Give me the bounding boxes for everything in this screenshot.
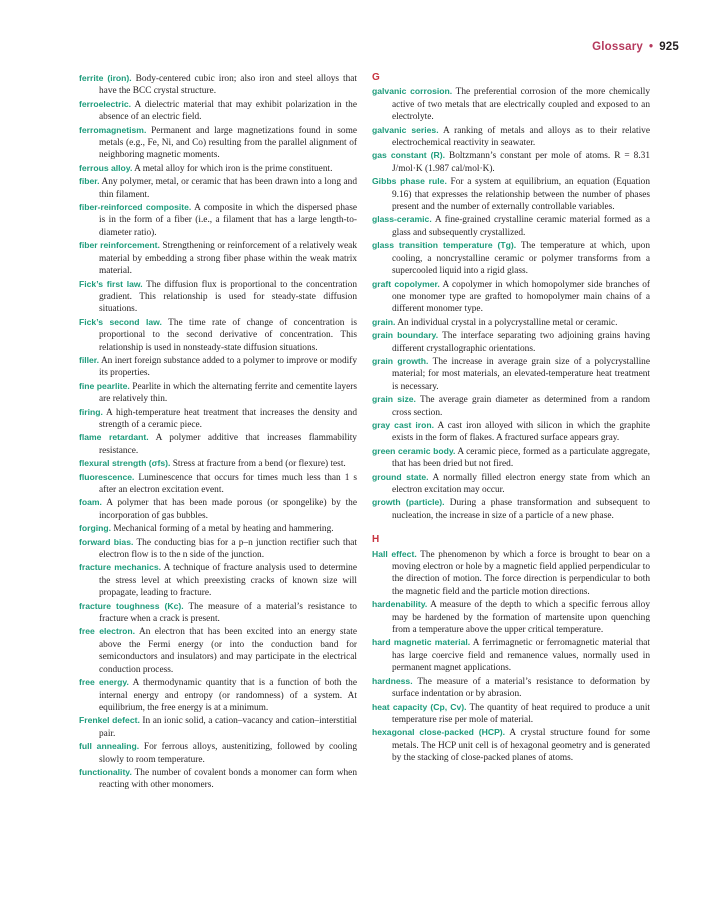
glossary-entry [372,701,650,727]
glossary-term: firing. [79,406,103,417]
glossary-term: galvanic series. [372,124,439,135]
glossary-definition: Luminescence that occurs for times much less than 1 s after an electron excitation event. [99,472,357,495]
glossary-entry [79,278,357,316]
glossary-entry [372,419,650,445]
glossary-entry [79,162,357,175]
glossary-term: flame retardant. [79,432,149,443]
section-letter-h: H [372,534,380,546]
glossary-entry [372,175,650,213]
glossary-entry [79,676,357,714]
glossary-definition: A normally filled electron energy state from which an electron excitation may occur. [392,472,650,495]
glossary-definition: Strengthening or reinforcement of a relatively weak material by embedding a strong fiber phase within the weak matrix material. [99,241,357,277]
glossary-term: flexural strength (σfs). [79,458,171,469]
h-entries [372,548,650,765]
glossary-definition: The number of covalent bonds a monomer can form when reacting with other monomers. [99,767,357,791]
glossary-term: forging. [79,523,111,534]
glossary-term: ferromagnetism. [79,124,147,135]
glossary-term: full annealing. [79,741,140,752]
glossary-entry [372,393,650,419]
glossary-definition: The measure of a material’s resistance to fracture when a crack is present. [99,601,357,625]
glossary-definition: A thermodynamic quantity that is a function of both the internal energy and entropy (or randomness) of a system. At equilibrium, the free energy is at a minimum. [99,678,357,713]
glossary-term: gas constant (R). [372,150,445,161]
glossary-term: fracture mechanics. [79,562,162,573]
glossary-term: free electron. [79,626,136,637]
glossary-label: Glossary [592,41,643,53]
glossary-definition: The average grain diameter as determined from a random cross section. [392,395,651,418]
glossary-term: grain size. [372,394,416,405]
glossary-term: forward bias. [79,536,134,547]
glossary-definition: A polymer that has been made porous (or spongelike) by the incorporation of gas bubbles. [99,498,357,521]
glossary-entry [79,522,357,535]
glossary-entry [372,149,650,175]
glossary-definition: A dielectric material that may exhibit polarization in the absence of an electric field. [99,99,357,123]
glossary-definition: A cast iron alloyed with silicon in which the graphite exists in the form of flakes. A fractured surface appears gray. [392,420,650,444]
glossary-term: functionality. [79,766,132,777]
glossary-definition: Mechanical forming of a metal by heating and hammering. [113,524,334,535]
glossary-entry [372,598,650,636]
glossary-definition: The increase in average grain size of a polycrystalline material; for most materials, an elevated-temperature heat treatment is necessary. [392,356,650,392]
glossary-definition: An inert foreign substance added to a polymer to improve or modify its properties. [99,355,357,379]
glossary-term: fracture toughness (Kc). [79,600,184,611]
glossary-definition: The interface separating two adjoining grains having different crystallographic orientations. [392,331,650,354]
glossary-entry [372,316,650,329]
glossary-entry [372,278,650,316]
glossary-term: growth (particle). [372,497,445,508]
glossary-definition: The phenomenon by which a force is brought to bear on a moving electron or hole by a magnetic field applied perpendicular to the direction of motion. The force direction is perpendicular to both the magnetic field and the particle motion directions. [392,549,651,597]
glossary-term: galvanic corrosion. [372,86,453,97]
glossary-entry [79,72,357,98]
section-letter-g: G [372,72,380,83]
page-number: 925 [659,41,679,53]
glossary-definition: A ranking of metals and alloys as to their relative electrochemical reactivity in seawater. [392,125,650,149]
glossary-entry [372,636,650,674]
glossary-term: fiber. [79,176,100,187]
glossary-definition: A measure of the depth to which a specific ferrous alloy may be hardened by the formation of martensite upon quenching from a temperature above the upper critical temperature. [392,600,650,636]
glossary-definition: A ceramic piece, formed as a particulate aggregate, that has been dried but not fired. [392,446,650,470]
glossary-term: grain boundary. [372,330,439,341]
left-column [79,72,357,792]
glossary-entry [372,85,650,123]
glossary-term: hard magnetic material. [372,637,471,648]
glossary-term: glass transition temperature (Tg). [372,240,517,251]
glossary-definition: Boltzmann’s constant per mole of atoms. R = 8.31 J/mol·K (1.987 cal/mol·K). [392,151,651,174]
glossary-definition: A crystal structure found for some metals. The HCP unit cell is of hexagonal geometry and is generated by the stacking of close-packed planes of atoms. [392,728,650,764]
glossary-entry [79,536,357,562]
glossary-entry [372,239,650,277]
glossary-definition: A fine-grained crystalline ceramic material formed as a glass and subsequently crystallized. [392,215,650,238]
glossary-definition: The quantity of heat required to produce a unit temperature rise per mole of material. [392,702,651,725]
glossary-term: foam. [79,497,102,508]
glossary-term: graft copolymer. [372,278,440,289]
glossary-entry [79,561,357,599]
glossary-entry [79,740,357,766]
glossary-entry [372,329,650,355]
glossary-entry [372,213,650,239]
glossary-term: Fick’s second law. [79,316,162,327]
glossary-definition: Body-centered cubic iron; also iron and steel alloys that have the BCC crystal structure. [99,74,357,97]
glossary-entry [372,726,650,764]
glossary-entry [79,239,357,277]
glossary-entry [372,445,650,471]
glossary-entry [79,496,357,522]
glossary-term: Gibbs phase rule. [372,176,447,187]
glossary-term: hardenability. [372,599,428,610]
glossary-definition: A composite in which the dispersed phase is in the form of a fiber (i.e., a filament that has a large length-to-diameter ratio). [99,203,357,238]
glossary-entry [79,714,357,740]
glossary-term: gray cast iron. [372,419,434,430]
glossary-entry [79,471,357,497]
glossary-definition: A copolymer in which homopolymer side branches of one monomer type are grafted to homopolymer main chains of a different monomer type. [392,279,651,315]
glossary-entry [79,625,357,676]
glossary-term: fine pearlite. [79,380,130,391]
glossary-entry [79,457,357,470]
glossary-entry [79,600,357,626]
glossary-definition: The preferential corrosion of the more chemically active of two metals that are electrically coupled and exposed to an electrolyte. [392,87,650,123]
glossary-definition: In an ionic solid, a cation–vacancy and cation–interstitial pair. [99,716,358,739]
glossary-entry [79,124,357,162]
glossary-definition: The time rate of change of concentration is proportional to the second derivative of concentration. This relationship is used in nonsteady-state diffusion situations. [99,317,358,353]
glossary-term: Fick’s first law. [79,278,143,289]
glossary-definition: The measure of a material’s resistance to deformation by surface indentation or by abrasion. [392,676,651,700]
glossary-term: hexagonal close-packed (HCP). [372,727,506,738]
glossary-term: free energy. [79,677,129,688]
glossary-term: filler. [79,354,100,365]
glossary-definition: A polymer additive that increases flammability resistance. [99,433,357,456]
glossary-definition: A ferrimagnetic or ferromagnetic material that has large coercive field and remanence values, normally used in permanent magnet applications. [392,638,650,674]
glossary-term: grain. [372,316,396,327]
glossary-entry [79,354,357,380]
glossary-term: ground state. [372,471,429,482]
glossary-definition: An individual crystal in a polycrystalline metal or ceramic. [397,317,618,328]
glossary-entry [372,471,650,497]
glossary-entry [79,201,357,239]
glossary-definition: A high-temperature heat treatment that increases the density and strength of a ceramic piece. [99,407,358,430]
glossary-entry [372,675,650,701]
glossary-definition: Stress at fracture from a bend (or flexure) test. [172,459,346,470]
right-column [372,72,650,765]
glossary-entry [79,175,357,201]
glossary-term: ferroelectric. [79,98,132,109]
glossary-entry [79,431,357,457]
glossary-term: Hall effect. [372,548,417,559]
glossary-entry [372,124,650,150]
glossary-definition: A metal alloy for which iron is the prime constituent. [134,163,333,174]
glossary-definition: Any polymer, metal, or ceramic that has been drawn into a long and thin filament. [99,177,357,200]
bullet-separator: • [648,41,654,53]
glossary-definition: The diffusion flux is proportional to the concentration gradient. This relationship is used for steady-state diffusion situations. [99,279,357,315]
glossary-entry [372,496,650,522]
glossary-definition: Permanent and large magnetizations found in some metals (e.g., Fe, Ni, and Co) resulting from the parallel alignment of neighboring magnetic moments. [99,125,357,161]
glossary-definition: For ferrous alloys, austenitizing, followed by cooling slowly to room temperature. [99,742,358,765]
glossary-definition: A technique of fracture analysis used to determine the stress level at which preexisting cracks of known size will propagate, leading to fracture. [99,563,357,599]
glossary-term: fluorescence. [79,471,135,482]
glossary-entry [79,406,357,432]
glossary-term: grain growth. [372,355,429,366]
glossary-term: hardness. [372,675,413,686]
glossary-term: glass-ceramic. [372,214,432,225]
glossary-term: heat capacity (Cp, Cv). [372,701,467,712]
glossary-term: ferrite (iron). [79,73,132,83]
glossary-term: fiber reinforcement. [79,240,160,251]
glossary-term: Frenkel defect. [79,715,140,726]
running-header [592,41,679,53]
glossary-entry [79,316,357,354]
glossary-entry [79,380,357,406]
glossary-definition: Pearlite in which the alternating ferrite and cementite layers are relatively thin. [99,381,357,405]
glossary-term: ferrous alloy. [79,162,133,173]
glossary-definition: An electron that has been excited into an energy state above the Fermi energy (or into the conduction band for semiconductors and insulators) and may participate in the electrical conduction process. [99,627,357,675]
glossary-definition: The temperature at which, upon cooling, a noncrystalline ceramic or polymer transforms from a supercooled liquid into a rigid glass. [392,241,650,277]
glossary-definition: The conducting bias for a p–n junction rectifier such that electron flow is to the n side of the junction. [99,537,357,561]
glossary-entry [372,355,650,393]
glossary-term: green ceramic body. [372,445,456,456]
glossary-definition: During a phase transformation and subsequent to nucleation, the increase in size of a particle of a new phase. [392,498,650,521]
glossary-entry [79,98,357,124]
g-entries [372,85,650,522]
glossary-entry [79,766,357,792]
glossary-definition: For a system at equilibrium, an equation (Equation 9.16) that expresses the relationship between the number of phases present and the number of externally controllable variables. [392,177,650,213]
glossary-entry [372,548,650,599]
glossary-term: fiber-reinforced composite. [79,202,192,213]
